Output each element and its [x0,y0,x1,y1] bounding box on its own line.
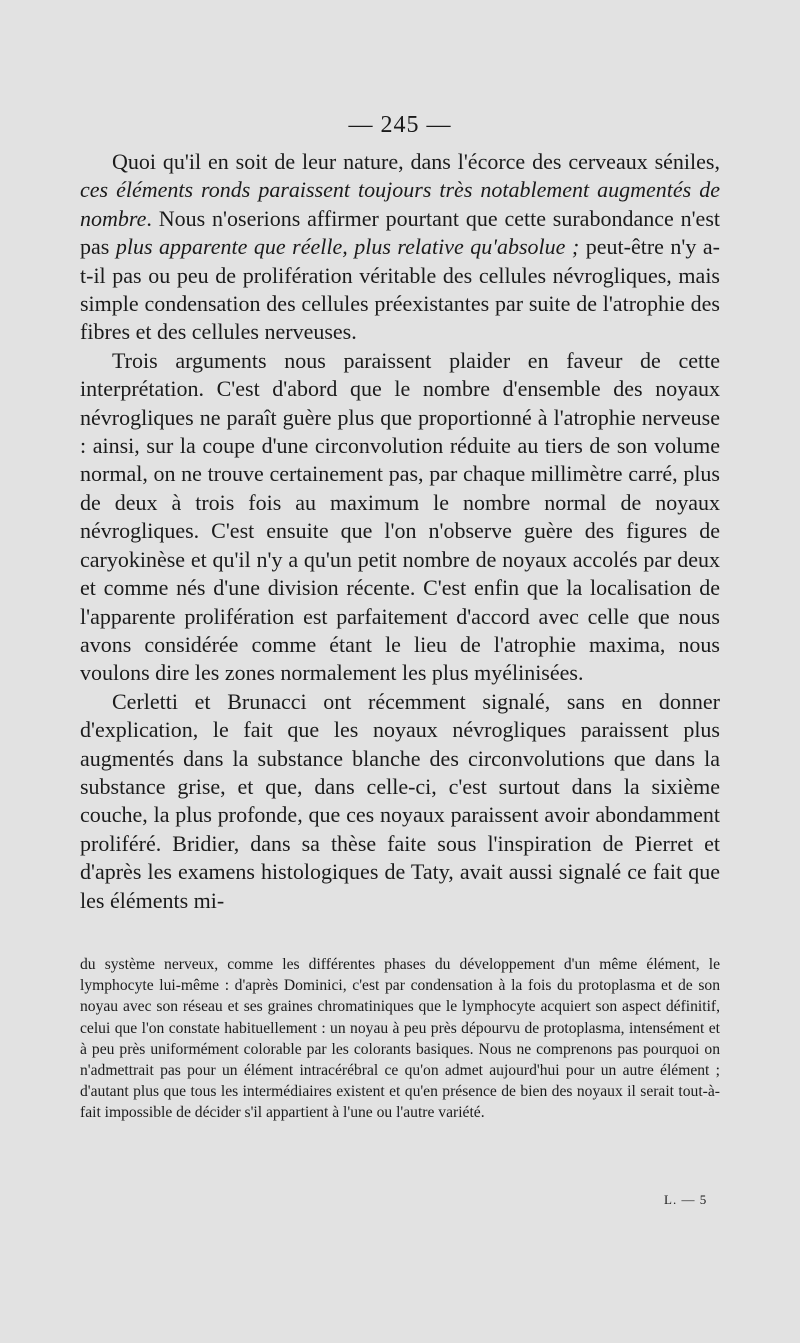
paragraph-1-part-c: . Nous n'oserions affirmer pourtant que cette surabondance n'est pas [80,205,720,260]
paragraph-1 [80,148,720,347]
paragraph-1-part-e: peut-être n'y a-t-il pas ou peu de prolifération véritable des cellules névrogliques, mais simple condensation des cellules préexistantes par suite de l'atrophie des fibres et des cellules nerveuses. [80,234,720,345]
paragraph-1-italic-d: plus apparente que réelle, plus relative qu'absolue ; [115,234,580,260]
paragraph-1-italic-b: ces éléments ronds paraissent toujours très notablement augmentés de nombre [80,177,720,231]
main-text [80,148,720,915]
signature-mark: L. — 5 [664,1192,708,1207]
paragraph-2: Trois arguments nous paraissent plaider en faveur de cette interprétation. C'est d'abord que le nombre d'ensemble des noyaux névrogliques ne paraît guère plus que proportionné à l'atrophie nerveuse : ainsi, sur la coupe d'une circonvolution réduite au tiers de son volume normal, on ne trouve certainement pas, par chaque millimètre carré, plus de deux à trois fois au maximum le nombre normal de noyaux névrogliques. C'est ensuite que l'on n'observe guère des figures de caryokinèse et qu'il n'y a qu'un petit nombre de noyaux accolés par deux et comme nés d'une division récente. C'est enfin que la localisation de l'apparente prolifération est parfaitement d'accord avec celle que nous avons considérée comme étant le lieu de l'atrophie maxima, nous voulons dire les zones normalement les plus myélinisées. [80,347,720,686]
paragraph-1-part-a: Quoi qu'il en soit de leur nature, dans l'écorce des cerveaux séniles, [112,149,720,174]
footnote-text: du système nerveux, comme les différentes phases du développement d'un même élément, le lymphocyte lui-même : d'après Dominici, c'est par condensation à la fois du protoplasma et de son noyau avec son réseau et ses graines chromatiniques que le lymphocyte acquiert son aspect définitif, celui que l'on constate habituellement : un noyau à peu près dépourvu de protoplasma, intensément et à peu près uniformément colorable par les colorants basiques. Nous ne comprenons pas pourquoi on n'admettrait pas pour un élément intracérébral ce qu'on admet aujourd'hui pour un autre élément ; d'autant plus que tous les intermédiaires existent et qu'en présence de bien des noyaux il serait tout-à-fait impossible de décider s'il appartient à l'une ou l'autre variété. [80,956,720,1122]
paragraph-3: Cerletti et Brunacci ont récemment signalé, sans en donner d'explication, le fait que les noyaux névrogliques paraissent plus augmentés dans la substance blanche des circonvolutions que dans la substance grise, et que, dans celle-ci, c'est surtout dans la sixième couche, la plus profonde, que ces noyaux paraissent avoir abondamment proliféré. Bridier, dans sa thèse faite sous l'inspiration de Pierret et d'après les examens histologiques de Taty, avait aussi signalé ce fait que les éléments mi- [80,688,720,913]
page-number: — 245 — [348,112,452,138]
footnote [80,954,720,1124]
